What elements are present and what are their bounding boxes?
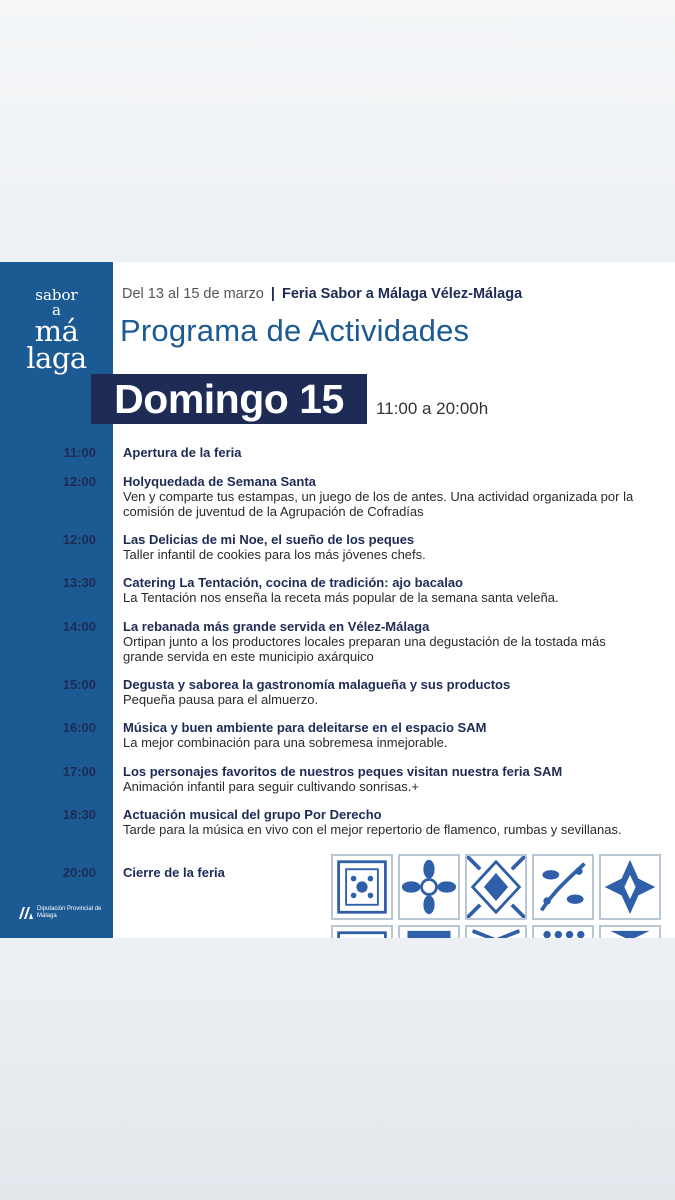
azulejo-tile-icon <box>532 854 594 920</box>
event-dates: Del 13 al 15 de marzo <box>122 286 264 302</box>
schedule-title: Degusta y saborea la gastronomía malagueña y sus productos <box>123 677 511 692</box>
diputacion-name: Diputación Provincial de Málaga <box>37 906 102 919</box>
schedule-title: Las Delicias de mi Noe, el sueño de los peques <box>123 532 415 547</box>
azulejo-tile-icon <box>398 925 460 938</box>
schedule-title: La rebanada más grande servida en Vélez-Málaga <box>123 619 430 634</box>
program-poster <box>0 262 675 938</box>
day-hours: 11:00 a 20:00h <box>376 399 489 418</box>
schedule-time: 15:00 <box>62 677 96 692</box>
schedule-time: 16:00 <box>62 720 96 735</box>
azulejo-tile-icon <box>331 925 393 938</box>
azulejo-tile-icon <box>331 854 393 920</box>
azulejo-tile-icon <box>465 854 527 920</box>
event-header <box>122 286 522 302</box>
page-title: Programa de Actividades <box>120 313 470 348</box>
azulejo-tile-icon <box>599 925 661 938</box>
schedule-description: Ortipan junto a los productores locales preparan una degustación de la tostada más grande servida en este municipio axárquico <box>123 634 606 664</box>
logo-line-2: a <box>52 301 61 319</box>
schedule-time: 13:30 <box>62 575 96 590</box>
sabor-a-malaga-logo <box>0 286 113 375</box>
schedule-title: Cierre de la feria <box>123 865 225 880</box>
azulejo-tile-icon <box>398 854 460 920</box>
schedule-body <box>123 575 643 605</box>
schedule-title: Música y buen ambiente para deleitarse en el espacio SAM <box>123 720 487 735</box>
schedule-time: 20:00 <box>62 865 96 880</box>
schedule-body <box>123 720 643 750</box>
azulejo-tile-icon <box>599 854 661 920</box>
schedule-time: 18:30 <box>62 807 96 822</box>
azulejo-tile-icon <box>532 925 594 938</box>
schedule-body <box>123 764 643 794</box>
schedule-title: Apertura de la feria <box>123 445 242 460</box>
diputacion-logo-icon <box>18 906 34 920</box>
schedule-title: Holyquedada de Semana Santa <box>123 474 316 489</box>
logo-line-4: laga <box>26 341 87 375</box>
diputacion-logo <box>18 906 117 920</box>
day-badge: Domingo 15 <box>91 374 367 424</box>
schedule-time: 12:00 <box>62 474 96 489</box>
sidebar <box>0 262 113 938</box>
schedule-description: La Tentación nos enseña la receta más popular de la semana santa veleña. <box>123 590 559 605</box>
schedule-body <box>123 474 643 519</box>
schedule-body <box>123 445 643 460</box>
schedule-time: 14:00 <box>62 619 96 634</box>
schedule-description: Pequeña pausa para el almuerzo. <box>123 692 319 707</box>
schedule-body <box>123 677 643 707</box>
schedule-description: Tarde para la música en vivo con el mejor repertorio de flamenco, rumbas y sevillanas. <box>123 822 622 837</box>
logo-line-1: sabor <box>35 286 78 304</box>
event-name: Feria Sabor a Málaga Vélez-Málaga <box>281 286 523 302</box>
azulejo-tile-icon <box>465 925 527 938</box>
schedule-time: 11:00 <box>63 445 96 460</box>
schedule-description: Ven y comparte tus estampas, un juego de los de antes. Una actividad organizada por la comisión de juventud de la Agrupación de Cofradías <box>123 489 634 519</box>
schedule-title: Actuación musical del grupo Por Derecho <box>123 807 382 822</box>
schedule-time: 17:00 <box>62 764 96 779</box>
schedule-time: 12:00 <box>62 532 96 547</box>
schedule-description: La mejor combinación para una sobremesa inmejorable. <box>123 735 448 750</box>
schedule-description: Taller infantil de cookies para los más jóvenes chefs. <box>123 547 426 562</box>
schedule-body <box>123 532 643 562</box>
schedule-body <box>123 619 643 664</box>
schedule-title: Los personajes favoritos de nuestros peques visitan nuestra feria SAM <box>123 764 563 779</box>
logo-line-3: má <box>34 314 79 348</box>
schedule-description: Animación infantil para seguir cultivando sonrisas.+ <box>123 779 419 794</box>
schedule-title: Catering La Tentación, cocina de tradición: ajo bacalao <box>123 575 463 590</box>
header-separator: | <box>270 286 275 302</box>
schedule-body <box>123 865 643 880</box>
schedule-body <box>123 807 643 837</box>
